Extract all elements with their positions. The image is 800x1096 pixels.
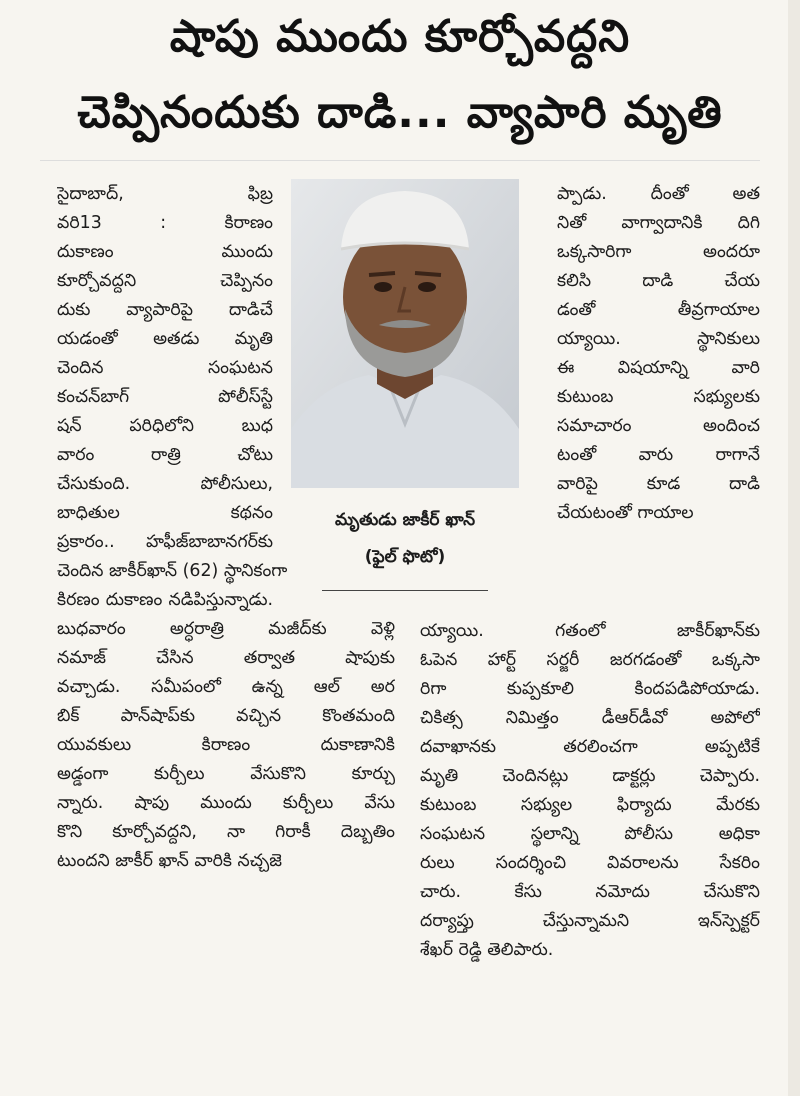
article-line: య్యాయి. స్థానికులు [557, 329, 760, 349]
article-line: కంచన్‌బాగ్ పోలీస్‌స్టే [57, 387, 273, 407]
article-line: బిక్ పాన్‌షాప్‌కు వచ్చిన కొంతమంది [57, 706, 395, 726]
article-line: టంతో వారు రాగానే [557, 445, 760, 465]
article-line: వచ్చాడు. సమీపంలో ఉన్న ఆల్ అర [57, 677, 395, 697]
article-line: ఓపెన హార్ట్ సర్జరీ జరగడంతో ఒక్కసా [420, 650, 760, 670]
article-line: న్నారు. షాపు ముందు కుర్చీలు వేసు [57, 793, 395, 813]
article-line: నమాజ్ చేసిన తర్వాత షాపుకు [57, 648, 395, 668]
article-line: కుటుంబ సభ్యులకు [557, 387, 760, 407]
article-line: బుధవారం అర్ధరాత్రి మజీద్‌కు వెళ్లి [57, 619, 395, 639]
article-line: యడంతో అతడు మృతి [57, 329, 273, 349]
article-line: దర్యాప్తు చేస్తున్నామని ఇన్‌స్పెక్టర్ [420, 911, 760, 931]
article-line: బాధితుల కథనం [57, 503, 273, 523]
article-line: వారం రాత్రి చోటు [57, 445, 273, 465]
article-line: సమాచారం అందించ [557, 416, 760, 436]
article-line: దుకాణం ముందు [57, 242, 273, 262]
article-line: కలిసి దాడి చేయ [557, 271, 760, 291]
article-line: వరి13 : కిరాణం [57, 213, 273, 233]
article-line: కూర్చోవద్దని చెప్పినం [57, 271, 273, 291]
headline-divider [40, 160, 760, 161]
photo-caption-note: (ఫైల్ ఫొటో) [364, 547, 446, 567]
headline-line-1: షాపు ముందు కూర్చోవద్దని [169, 11, 631, 62]
article-line: చేయటంతో గాయాల [557, 503, 694, 523]
article-line: యువకులు కిరాణం దుకాణానికి [57, 735, 395, 755]
article-line: డంతో తీవ్రగాయాల [557, 300, 760, 320]
article-line: కొని కూర్చోవద్దని, నా గిరాకీ దెబ్బతిం [57, 822, 395, 842]
article-line: ఈ విషయాన్ని వారి [557, 358, 760, 378]
article-line: కుటుంబ సభ్యుల ఫిర్యాదు మేరకు [420, 795, 760, 815]
portrait-illustration [291, 179, 519, 488]
photo-caption: మృతుడు జాకీర్ ఖాన్ [334, 510, 476, 530]
article-line: ప్రకారం.. హఫీజ్‌బాబానగర్‌కు [57, 532, 273, 552]
article-line: షన్ పరిధిలోని బుధ [57, 416, 273, 436]
article-line: రులు సందర్శించి వివరాలను సేకరిం [420, 853, 760, 873]
article-column-right [557, 180, 760, 528]
article-line: చేసుకుంది. పోలీసులు, [57, 474, 273, 494]
page-edge [788, 0, 800, 1096]
article-line: చెందిన జాకీర్‌ఖాన్ (62) స్థానికంగా [57, 561, 288, 581]
article-line: దుకు వ్యాపారిపై దాడిచే [57, 300, 273, 320]
article-line: చారు. కేసు నమోదు చేసుకొని [420, 882, 760, 902]
article-line: మృతి చెందినట్లు డాక్టర్లు చెప్పారు. [420, 766, 760, 786]
article-line: దవాఖానకు తరలించగా అప్పటికే [420, 737, 760, 757]
article-line: అడ్డంగా కుర్చీలు వేసుకొని కూర్చు [57, 764, 395, 784]
article-line: చెందిన సంఘటన [57, 358, 273, 378]
article-line: వారిపై కూడ దాడి [557, 474, 760, 494]
article-line: సంఘటన స్థలాన్ని పోలీసు అధికా [420, 824, 760, 844]
portrait-photo [291, 179, 519, 488]
article-line: నితో వాగ్వాదానికి దిగి [557, 213, 760, 233]
article-line: టుందని జాకీర్ ఖాన్ వారికి నచ్చజె [57, 851, 282, 871]
article-line: ప్పాడు. దీంతో అత [557, 184, 760, 204]
article-line: రిగా కుప్పకూలి కిందపడిపోయాడు. [420, 679, 760, 699]
caption-divider [322, 590, 488, 591]
article-line: శేఖర్ రెడ్డి తెలిపారు. [420, 940, 554, 960]
article-line: కిరణం దుకాణం నడిపిస్తున్నాడు. [57, 590, 273, 610]
headline-line-2: చెప్పినందుకు దాడి... వ్యాపారి మృతి [77, 87, 723, 138]
article-column-right-lower [420, 617, 760, 965]
article-line: సైదాబాద్, ఫిబ్ర [57, 184, 273, 204]
article-line: చికిత్స నిమిత్తం డీఆర్‌డీవో అపోలో [420, 708, 760, 728]
article-line: ఒక్కసారిగా అందరూ [557, 242, 760, 262]
article-line: య్యాయి. గతంలో జాకీర్‌ఖాన్‌కు [420, 621, 760, 641]
